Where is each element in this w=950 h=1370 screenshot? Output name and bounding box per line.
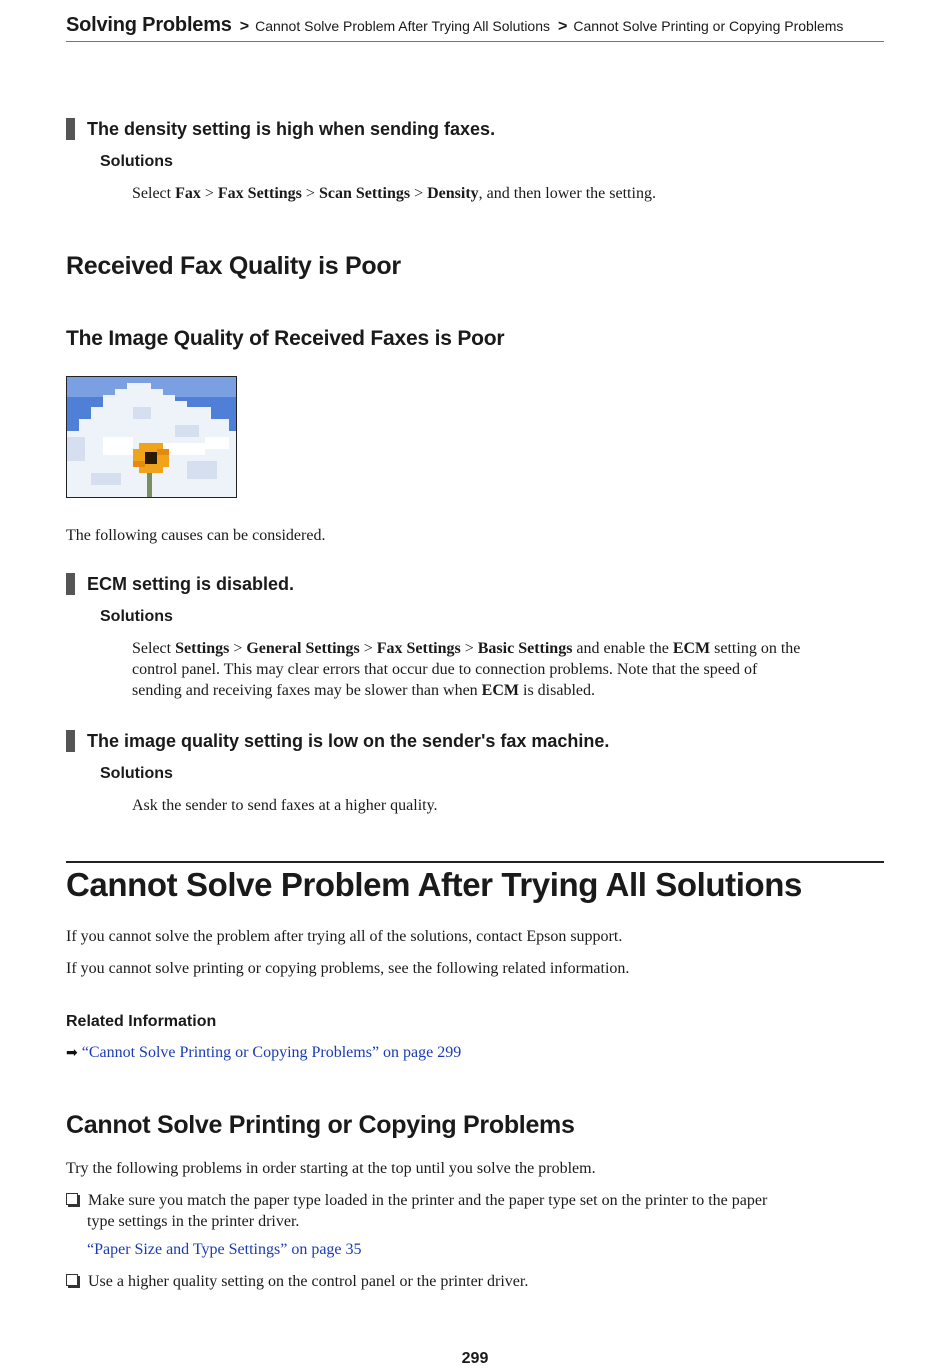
cannot-paragraph-2: If you cannot solve printing or copying problems, see the following related information. bbox=[66, 960, 630, 977]
sender-solution-text: Ask the sender to send faxes at a higher quality. bbox=[132, 797, 438, 814]
breadcrumb-item-2[interactable]: Cannot Solve Printing or Copying Problems bbox=[573, 18, 844, 34]
section-divider bbox=[66, 861, 884, 863]
related-link-cannot-solve-printing[interactable]: “Cannot Solve Printing or Copying Problems” on page 299 bbox=[81, 1044, 462, 1061]
issue-heading-sender: The image quality setting is low on the sender's fax machine. bbox=[66, 730, 609, 752]
list-item: Use a higher quality setting on the control panel or the printer driver. bbox=[66, 1271, 528, 1292]
issue-bar bbox=[66, 118, 75, 140]
breadcrumb-item-1[interactable]: Cannot Solve Problem After Trying All Solutions bbox=[255, 18, 551, 34]
solutions-label: Solutions bbox=[100, 153, 173, 170]
issue-bar bbox=[66, 730, 75, 752]
cannot-paragraph-1: If you cannot solve the problem after trying all of the solutions, contact Epson support. bbox=[66, 928, 623, 945]
printing-intro: Try the following problems in order starting at the top until you solve the problem. bbox=[66, 1160, 596, 1177]
causes-intro: The following causes can be considered. bbox=[66, 527, 326, 544]
breadcrumb-section: Solving Problems bbox=[66, 14, 232, 36]
section-title-cannot-solve: Cannot Solve Problem After Trying All Solutions bbox=[66, 866, 802, 903]
section-title-received-fax: Received Fax Quality is Poor bbox=[66, 252, 401, 280]
solutions-label: Solutions bbox=[100, 608, 173, 625]
list-item: Make sure you match the paper type loaded in the printer and the paper type set on the printer to the paper type settings in the printer driver. “Paper Size and Type Settings” on page 35 bbox=[66, 1190, 866, 1260]
breadcrumb-separator: > bbox=[558, 18, 568, 35]
ecm-solution-text: Select Settings > General Settings > Fax Settings > Basic Settings and enable the ECM setting on the control panel. This may clear errors that occur due to connection problems. Note that the speed of sending and receiving faxes may be slower than when ECM is disabled. bbox=[132, 640, 801, 699]
related-link-row bbox=[66, 1042, 461, 1064]
checkbox-bullet-icon bbox=[66, 1274, 78, 1286]
related-information-label: Related Information bbox=[66, 1013, 217, 1030]
link-paper-size-settings[interactable]: “Paper Size and Type Settings” on page 35 bbox=[87, 1241, 362, 1258]
breadcrumb-separator: > bbox=[239, 18, 250, 35]
pixelated-flower-image bbox=[67, 377, 236, 497]
section-title-printing-problems: Cannot Solve Printing or Copying Problems bbox=[66, 1111, 575, 1139]
subsection-title-image-quality: The Image Quality of Received Faxes is Poor bbox=[66, 327, 505, 350]
blurry-fax-example-image bbox=[66, 376, 237, 498]
arrow-right-icon: ➡ bbox=[66, 1045, 78, 1061]
issue-bar bbox=[66, 573, 75, 595]
breadcrumb bbox=[66, 14, 884, 42]
page-number: 299 bbox=[461, 1350, 489, 1367]
solutions-label: Solutions bbox=[100, 765, 173, 782]
issue-heading-density: The density setting is high when sending faxes. bbox=[66, 118, 495, 140]
density-solution-text: Select Fax > Fax Settings > Scan Settings > Density, and then lower the setting. bbox=[132, 185, 656, 202]
checkbox-bullet-icon bbox=[66, 1193, 78, 1205]
issue-heading-ecm: ECM setting is disabled. bbox=[66, 573, 294, 595]
